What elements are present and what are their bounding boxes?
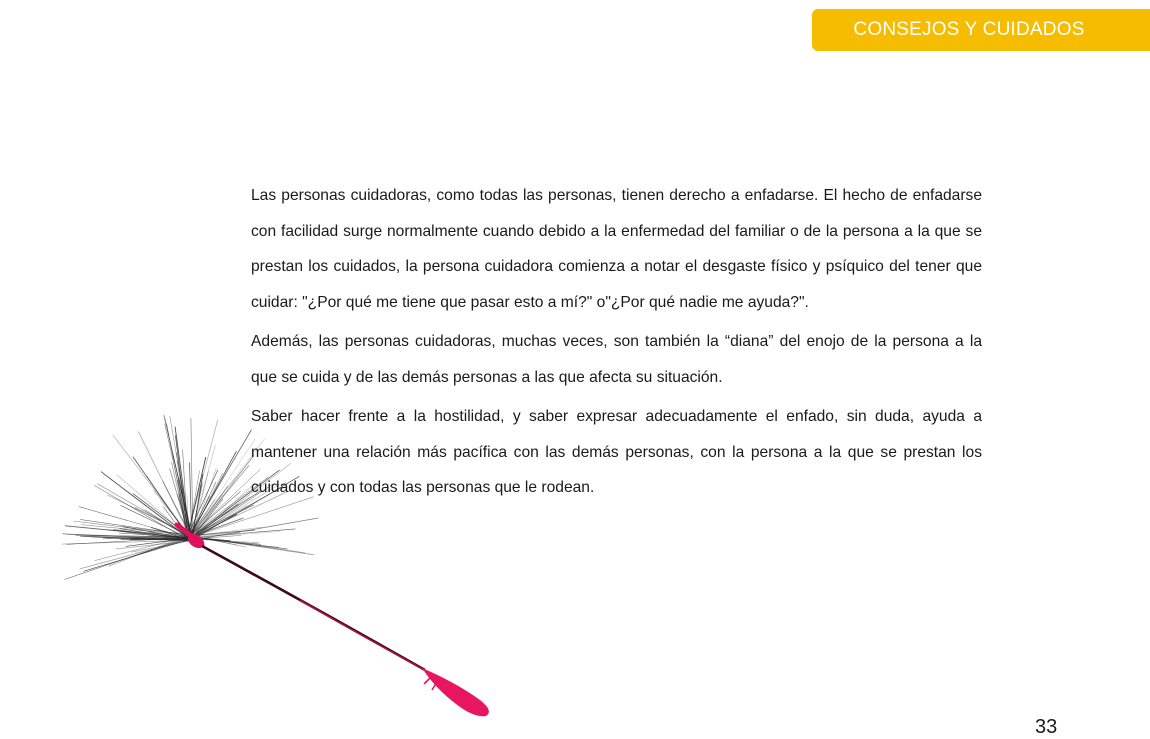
section-header-tab bbox=[812, 9, 1150, 51]
paragraph-2: Además, las personas cuidadoras, muchas veces, son también la “diana” del enojo de la persona a la que se cuida y de las demás personas a las que afecta su situación. bbox=[251, 324, 982, 395]
section-title: CONSEJOS Y CUIDADOS bbox=[853, 19, 1108, 41]
paragraph-1: Las personas cuidadoras, como todas las personas, tienen derecho a enfadarse. El hecho de enfadarse con facilidad surge normalmente cuando debido a la enfermedad del familiar o de la persona a la que se prestan los cuidados, la persona cuidadora comienza a notar el desgaste físico y psíquico del tener que cuidar: "¿Por qué me tiene que pasar esto a mí?" o"¿Por qué nadie me ayuda?". bbox=[251, 178, 982, 320]
page-number: 33 bbox=[1035, 716, 1057, 739]
paragraph-3: Saber hacer frente a la hostilidad, y saber expresar adecuadamente el enfado, sin duda, ayuda a mantener una relación más pacífica con las demás personas, con la persona a la que se prestan los cuidados y con todas las personas que le rodean. bbox=[251, 399, 982, 506]
dandelion-seed-icon bbox=[60, 400, 510, 730]
